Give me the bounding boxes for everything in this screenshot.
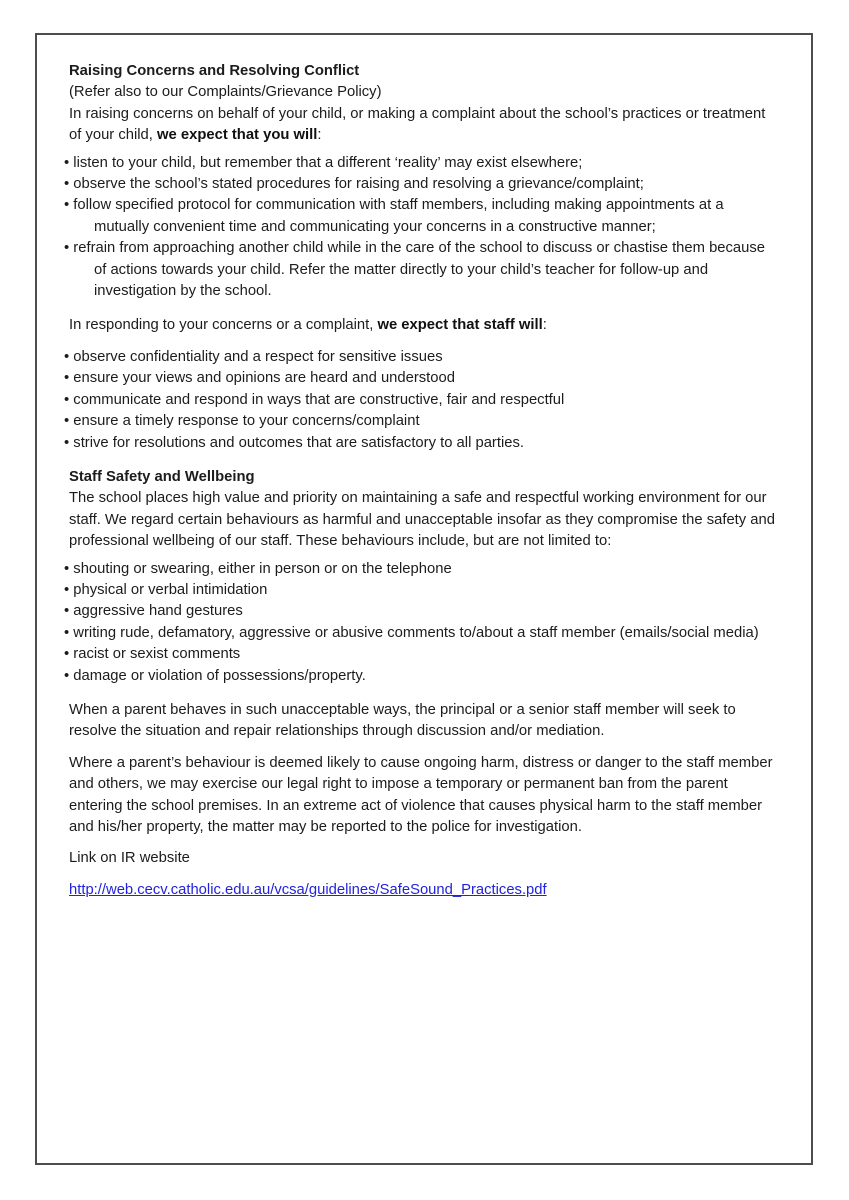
document-page	[35, 33, 813, 1165]
section-raising-concerns	[69, 61, 779, 147]
bullet-item: • listen to your child, but remember that a different ‘reality’ may exist elsewhere;	[69, 153, 779, 174]
paragraph-principal-response: When a parent behaves in such unacceptable ways, the principal or a senior staff member will seek to resolve the situation and repair relationships through discussion and/or mediation.	[69, 701, 736, 740]
bullet-item: • writing rude, defamatory, aggressive or abusive comments to/about a staff member (emails/social media)	[69, 623, 779, 644]
document-content	[37, 35, 811, 901]
section3-body-paragraph: The school places high value and priority on maintaining a safe and respectful working environment for our staff. We regard certain behaviours as harmful and unacceptable insofar as they compromise the safety and professional wellbeing of our staff. These behaviours include, but are not limited to:	[69, 490, 775, 550]
safesound-practices-link[interactable]: http://web.cecv.catholic.edu.au/vcsa/guidelines/SafeSound_Practices.pdf	[69, 881, 547, 898]
section-heading-staff-safety: Staff Safety and Wellbeing	[69, 468, 255, 485]
bullet-item: • refrain from approaching another child while in the care of the school to discuss or chastise them because of actions towards your child. Refer the matter directly to your child’s teacher for follow-up and investigation by the school.	[69, 238, 779, 302]
bullet-item: • ensure your views and opinions are heard and understood	[69, 368, 779, 389]
bullet-item: • observe confidentiality and a respect for sensitive issues	[69, 347, 779, 368]
link-paragraph	[69, 880, 779, 901]
unacceptable-behaviours-list	[69, 559, 779, 687]
bullet-item: • aggressive hand gestures	[69, 601, 779, 622]
bullet-item: • observe the school’s stated procedures for raising and resolving a grievance/complaint;	[69, 174, 779, 195]
bullet-item: • physical or verbal intimidation	[69, 580, 779, 601]
bullet-item: • racist or sexist comments	[69, 644, 779, 665]
bullet-item: • shouting or swearing, either in person or on the telephone	[69, 559, 779, 580]
section-heading-raising-concerns: Raising Concerns and Resolving Conflict	[69, 63, 360, 79]
section2-intro-text: In responding to your concerns or a complaint,	[69, 317, 378, 334]
bullet-item: • strive for resolutions and outcomes that are satisfactory to all parties.	[69, 433, 779, 454]
section1-intro-paragraph	[69, 104, 779, 147]
bullet-item: • communicate and respond in ways that are constructive, fair and respectful	[69, 390, 779, 411]
section-staff-safety	[69, 467, 779, 553]
parent-expectations-list	[69, 153, 779, 303]
section2-intro-bold: we expect that staff will	[377, 317, 543, 334]
link-label: Link on IR website	[69, 850, 190, 867]
bullet-item: • damage or violation of possessions/property.	[69, 666, 779, 687]
section2-intro-colon: :	[542, 317, 547, 334]
bullet-item: • follow specified protocol for communication with staff members, including making appointments at a mutually convenient time and communicating your concerns in a constructive manner;	[69, 195, 779, 238]
section1-intro-bold: we expect that you will	[157, 127, 318, 144]
paragraph-ban-policy: Where a parent’s behaviour is deemed likely to cause ongoing harm, distress or danger to the staff member and others, we may exercise our legal right to impose a temporary or permanent ban from the parent entering the school premises. In an extreme act of violence that causes physical harm to the staff member and his/her property, the matter may be reported to the police for investigation.	[69, 754, 773, 835]
section1-intro-colon: :	[317, 127, 322, 144]
section-subheading-refer-policy: (Refer also to our Complaints/Grievance Policy)	[69, 84, 382, 101]
section2-intro-paragraph	[69, 315, 779, 336]
section1-intro-text: In raising concerns on behalf of your child, or making a complaint about the school’s practices or treatment of your child,	[69, 105, 766, 144]
staff-expectations-list	[69, 347, 779, 454]
bullet-item: • ensure a timely response to your concerns/complaint	[69, 411, 779, 432]
